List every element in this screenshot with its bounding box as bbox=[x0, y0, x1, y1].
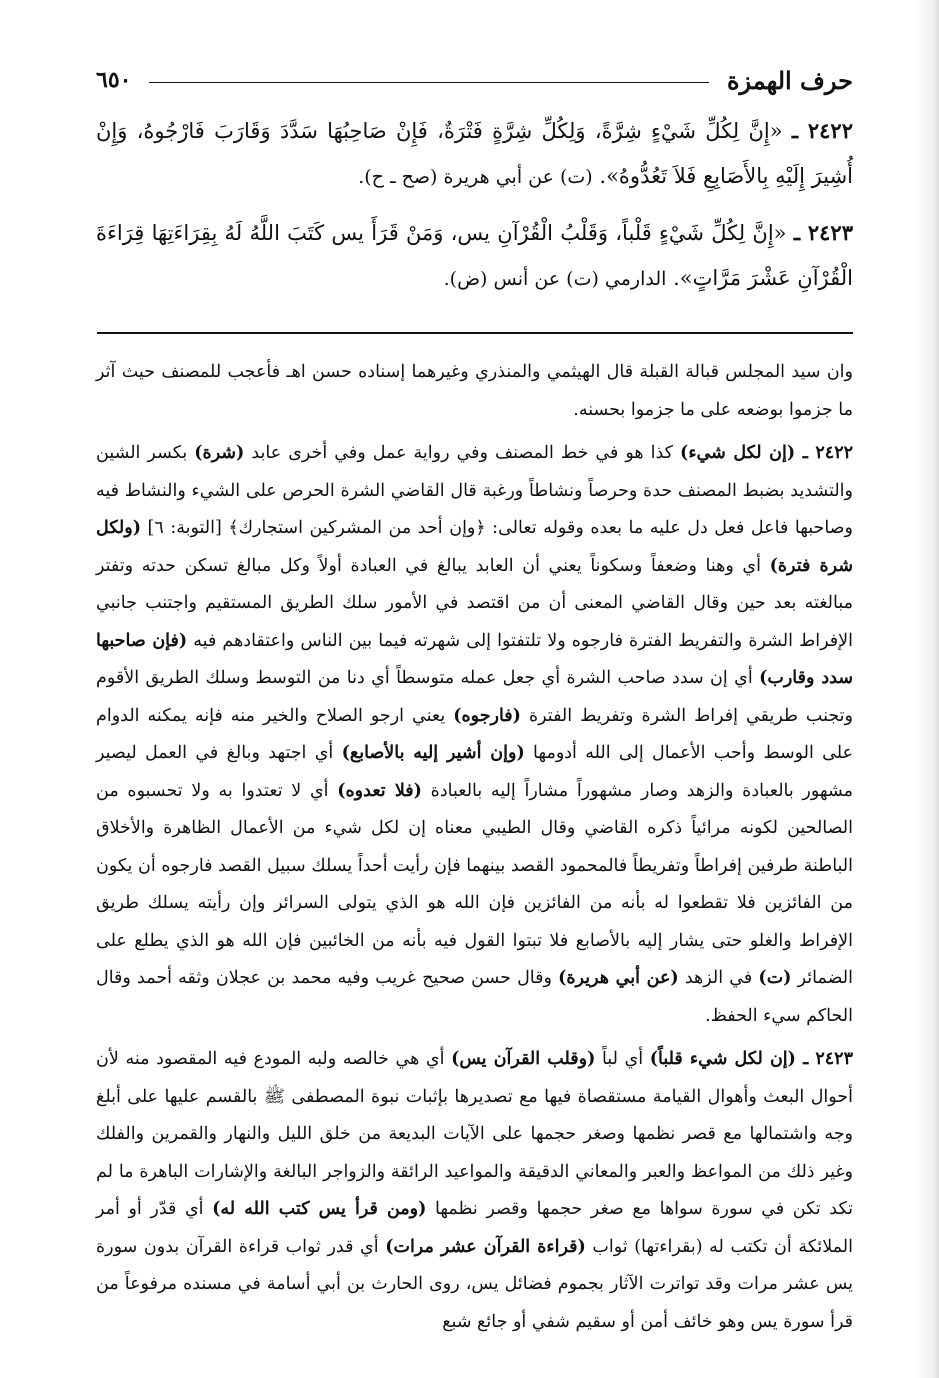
commentary-2423 bbox=[96, 1041, 853, 1341]
commentary-quote: (ت) bbox=[758, 968, 792, 988]
hadith-text: «إِنَّ لِكُلِّ شَيْءٍ قَلْباً، وَقَلْبُ الْقُرْآنِ يس، وَمَنْ قَرَأَ يس كَتَبَ اللَّهُ لَهُ بِقِرَاءَتِهَا قِرَاءَةَ الْقُرْآنِ عَشْرَ مَرَّاتٍ». bbox=[96, 221, 853, 290]
commentary-quote: (وإن أشير إليه بالأصابع) bbox=[341, 743, 525, 763]
scan-edge-shadow bbox=[915, 0, 939, 1378]
commentary-text: بكسر الشين والتشديد بضبط المصنف حدة وحرصاً ونشاطاً ورغبة قال القاضي الشرة الحرص على الشيء والنشاط فيه وصاحبها فاعل فعل دل عليه ما بعده وقوله تعالى: ﴿وإن أحد من المشركين استجارك﴾ [التوبة: ٦] bbox=[96, 443, 853, 538]
commentary-quote: (قراءة القرآن عشر مرات) bbox=[385, 1236, 586, 1257]
hadith-text: «إِنَّ لِكُلِّ شَيْءٍ شِرَّةً، وَلِكُلِّ شِرَّةٍ فَتْرَةٌ، فَإِنْ صَاحِبُهَا سَدَّدَ وَقَارَبَ فَارْجُوهُ، وَإِنْ أُشِيرَ إِلَيْهِ بِالأَصَابِعِ فَلاَ تَعُدُّوهُ». bbox=[96, 119, 853, 188]
commentary-continuation: وان سيد المجلس قبالة القبلة قال الهيثمي والمنذري وغيرهما إسناده حسن اهـ فأعجب للمصنف حيث آثر ما جزموا بوضعه على ما جزموا بحسنه. bbox=[96, 362, 853, 420]
hadith-2423 bbox=[96, 210, 853, 302]
commentary-2422 bbox=[96, 435, 853, 1035]
commentary-text: أي اجتهد وبالغ في العمل ليصير مشهور بالعبادة والزهد وصار مشهوراً مشاراً إليه بالعبادة bbox=[96, 743, 853, 801]
hadith-2422 bbox=[96, 108, 853, 200]
commentary-lead: ٢٤٢٢ ـ (إن لكل شيء) bbox=[680, 443, 854, 463]
hadith-source: الدارمي (ت) عن أنس (ض). bbox=[443, 268, 667, 290]
commentary-lead: ٢٤٢٣ ـ (إن لكل شيء قلباً) bbox=[649, 1049, 853, 1069]
commentary-quote: (شرة) bbox=[194, 443, 245, 463]
commentary-text: أي قدر ثواب قراءة القرآن بدون سورة يس عشر مرات وقد تواترت الآثار بجموم فضائل يس، روى الحارث بن أبي أسامة في مسنده مرفوعاً من قرأ سورة يس وهو خائف أمن أو سقيم شفي أو جائع شبع bbox=[96, 1236, 853, 1332]
commentary-quote: (فلا تعدوه) bbox=[337, 780, 422, 801]
header-rule bbox=[149, 82, 709, 83]
page-header bbox=[96, 62, 853, 98]
commentary-text: أي هي خالصه ولبه المودع فيه المقصود منه لأن أحوال البعث وأهوال القيامة مستقصاة فيها مع تصديرها بإثبات نبوة المصطفى ﷺ بالقسم عليها على أبلغ وجه واشتمالها مع قصر نظمها وصغر حجمها على الآيات البديعة من خلق الليل والنهار والقمرين والفلك وغير ذلك من المواعظ والعبر والمعاني الدقيقة والمواعيد الرائقة والزواجر البالغة والإشارات الباهرة ما لم تكد تكن في سورة سواها مع صغر حجمها وقصر نظمها bbox=[96, 1049, 853, 1219]
chapter-title: حرف الهمزة bbox=[726, 65, 853, 95]
commentary-text: أي لا تعتدوا به ولا تحسبوه من الصالحين لكونه مرائياً ذكره القاضي وقال الطيبي معناه إن لكل شيء من الأعمال الظاهرة والأخلاق الباطنة طرفين إفراطاً وتفريطاً فالمحمود القصد بينهما فإن رأيت أحداً يسلك سبيل القصد فارجوه أن يكون من الفائزين فلا تقطعوا له بأنه من الفائزين فإن الله هو الذي يتولى السرائر وإن رأيته يسلك طريق الإفراط والغلو حتى يشار إليه بالأصابع فلا تبتوا القول فيه بأنه من الخائبين فإن الله هو الذي يطلع على الضمائر bbox=[96, 780, 853, 988]
commentary-quote: (ومن قرأ يس كتب الله له) bbox=[212, 1199, 427, 1219]
commentary-text: يعني ارجو الصلاح والخير منه فإنه يمكنه الدوام على الوسط وأحب الأعمال إلى الله أدومها bbox=[96, 705, 854, 763]
commentary-quote: (وقلب القرآن يس) bbox=[451, 1049, 596, 1069]
commentary-text: أي وهنا وضعفاً وسكوناً يعني أن العابد يبالغ في العبادة أولاً وكل مبالغ تسكن حدته وتفتر مبالغته بعد حين وقال القاضي المعنى أن من اقتصد في الأمور سلك الطريق المستقيم واجتنب جانبي الإفراط الشرة والتفريط الفترة فارجوه ولا تلتفتوا إلى شهرته فيما بين الناس واعتقادهم فيه bbox=[96, 555, 853, 651]
hadith-number: ٢٤٢٢ ـ bbox=[791, 118, 853, 143]
commentary-text: أي قدّر أو أمر الملائكة أن تكتب له (بقراءتها) ثواب bbox=[96, 1199, 853, 1257]
footnote-divider bbox=[97, 332, 853, 334]
hadith-source: (ت) عن أبي هريرة (صح ـ ح). bbox=[358, 166, 593, 188]
commentary-text: أي لباً bbox=[595, 1049, 650, 1069]
hadith-number: ٢٤٢٣ ـ bbox=[793, 220, 853, 245]
commentary-text: أي إن سدد صاحب الشرة أي جعل عمله متوسطاً أي دنا من التوسط وسلك الطريق الأقوم وتجنب طريقي إفراط الشرة وتفريط الفترة bbox=[96, 668, 853, 726]
commentary-text: كذا هو في خط المصنف وفي رواية عمل وفي أخرى عابد bbox=[244, 443, 681, 463]
commentary-text: في الزهد bbox=[678, 968, 759, 988]
commentary-quote: (فإن صاحبها سدد وقارب) bbox=[96, 630, 853, 688]
commentary-quote: (عن أبي هريرة) bbox=[558, 968, 679, 988]
commentary-text: وقال حسن صحيح غريب وفيه محمد بن عجلان وثقه أحمد وقال الحاكم سيء الحفظ. bbox=[96, 968, 853, 1026]
commentary-quote: (فارجوه) bbox=[453, 705, 521, 726]
commentary-quote: (ولكل شرة فترة) bbox=[96, 518, 853, 576]
page-number: ٦٥٠ bbox=[96, 67, 132, 93]
